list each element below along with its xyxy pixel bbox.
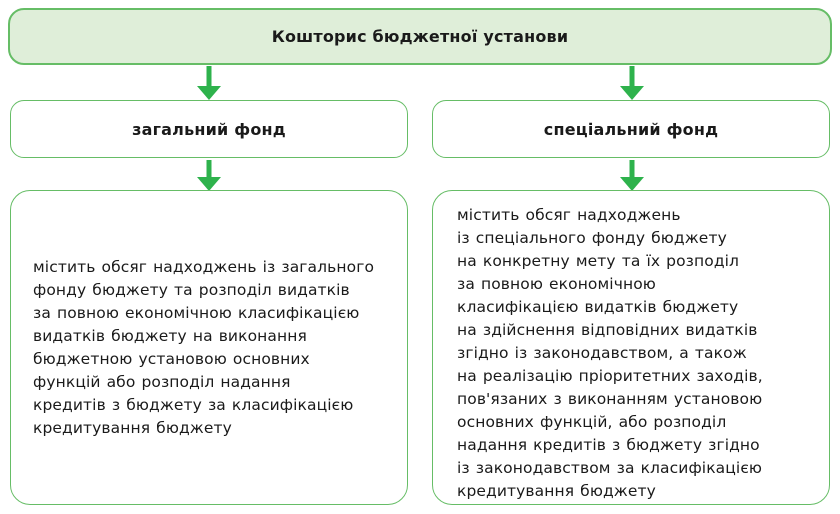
diagram-title: Кошторис бюджетної установи — [271, 27, 569, 46]
down-arrow-icon — [196, 160, 222, 191]
special-fund-node — [432, 100, 830, 158]
general-fund-node — [10, 100, 408, 158]
general-fund-label: загальний фонд — [132, 119, 286, 139]
special-fund-description-text: містить обсяг надходжень із спеціального фонду бюджету на конкретну мету та їх розподіл за повною економічною класифікацією видатків бюджету на здійснення відповідних видатків згідно із законодавством, а також на реалізацію пріоритетних заходів, пов'язаних з виконанням установою основних функцій, або розподіл надання кредитів з бюджету згідно із законодавством за класифікацією кредитування бюджету — [457, 206, 763, 500]
down-arrow-icon — [619, 160, 645, 191]
special-fund-label: спеціальний фонд — [543, 119, 719, 139]
special-fund-description-node — [432, 190, 830, 505]
general-fund-description-text: містить обсяг надходжень із загального фонду бюджету та розподіл видатків за повною економічною класифікацією видатків бюджету на виконання бюджетною установою основних функцій або розподіл надання кредитів з бюджету за класифікацією кредитування бюджету — [33, 257, 375, 437]
down-arrow-icon — [619, 66, 645, 100]
root-node-budget-estimate — [8, 8, 832, 65]
general-fund-description-node — [10, 190, 408, 505]
down-arrow-icon — [196, 66, 222, 100]
